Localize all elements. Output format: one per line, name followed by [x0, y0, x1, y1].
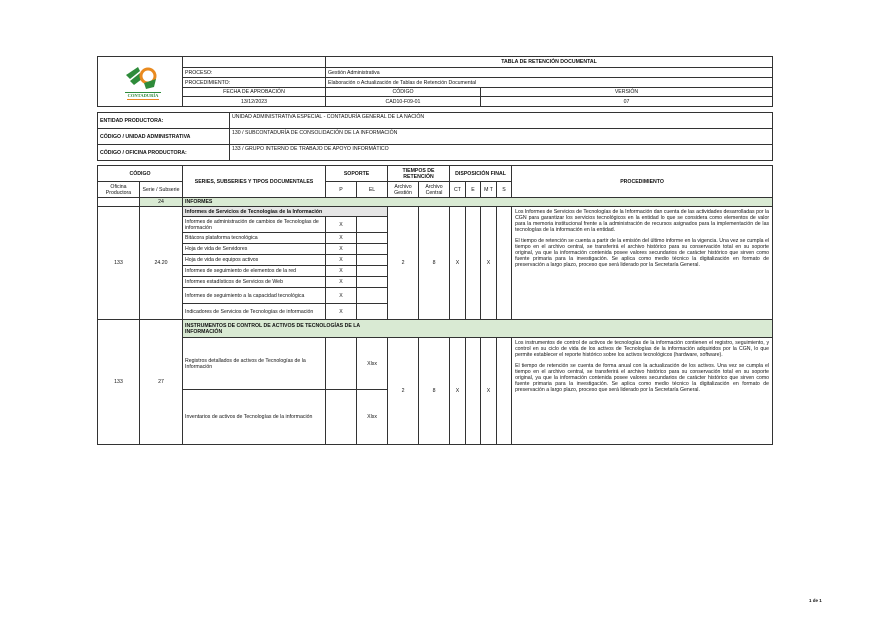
doc-el: Xlsx [357, 338, 388, 390]
col-mt: M T [481, 182, 497, 198]
doc-name: Hoja de vida de Servidores [183, 244, 326, 255]
col-e: E [466, 182, 481, 198]
col-gestion: Archivo Gestión [388, 182, 419, 198]
serie1-ct: X [450, 207, 466, 320]
svg-text:CONTADURÍA: CONTADURÍA [127, 92, 159, 98]
col-serie: Serie / Subserie [140, 182, 183, 198]
table-row [98, 338, 773, 390]
col-ct: CT [450, 182, 466, 198]
col-disposicion: DISPOSICIÓN FINAL [450, 166, 512, 182]
serie2-ct: X [450, 338, 466, 445]
serie2-mt: X [481, 338, 497, 445]
serie2-name: INSTRUMENTOS DE CONTROL DE ACTIVOS DE TECNOLOGÍAS DE LA INFORMACIÓN [183, 320, 773, 338]
col-tiempos: TIEMPOS DE RETENCIÓN [388, 166, 450, 182]
doc-p: X [326, 244, 357, 255]
doc-p: X [326, 266, 357, 277]
fecha-value: 13/12/2023 [183, 97, 326, 107]
serie1-gestion: 2 [388, 207, 419, 320]
doc-p: X [326, 304, 357, 320]
logo-cell [98, 57, 183, 107]
oficina-label: CÓDIGO / OFICINA PRODUCTORA: [98, 145, 230, 161]
serie1-subname: Informes de Servicios de Tecnologías de la Información [183, 207, 388, 217]
doc-name: Informes de seguimiento a la capacidad tecnológica [183, 288, 326, 304]
procedimiento-label: PROCEDIMIENTO: [183, 78, 326, 88]
doc-title: TABLA DE RETENCIÓN DOCUMENTAL [326, 57, 773, 68]
trd-sheet [97, 56, 772, 445]
doc-name: Informes estadísticos de Servicios de Web [183, 277, 326, 288]
serie1-subcode: 24.20 [140, 207, 183, 320]
doc-el: Xlsx [357, 390, 388, 445]
doc-name: Hoja de vida de equipos activos [183, 255, 326, 266]
codigo-value: CAD10-F09-01 [326, 97, 481, 107]
serie2-gestion: 2 [388, 338, 419, 445]
doc-p: X [326, 255, 357, 266]
serie1-oficina: 133 [98, 207, 140, 320]
col-central: Archivo Central [419, 182, 450, 198]
doc-name: Informes de seguimiento de elementos de la red [183, 266, 326, 277]
serie1-mt: X [481, 207, 497, 320]
serie1-code: 24 [140, 198, 183, 207]
doc-p: X [326, 217, 357, 233]
serie2-code: 27 [140, 320, 183, 445]
entity-table [97, 112, 773, 161]
serie1-central: 8 [419, 207, 450, 320]
retention-table [97, 165, 773, 445]
unidad-label: CÓDIGO / UNIDAD ADMINISTRATIVA [98, 129, 230, 145]
serie1-proc-2: El tiempo de retención se cuenta a partir de la emisión del último informe en la vigencia. Una vez se cumpla el tiempo en el archivo central, se transferirá el archivo histórico para su conservación total en su soporte original, ya que la información contenida posee valores secundarios de carácter histórico que sirven como fuente primaria para la investigación. Se aplica como medio técnico la digitalización en formato de preservación a largo plazo, proceso que será liderado por la Secretaría General. [515, 238, 770, 268]
serie2-proc-1: Los instrumentos de control de activos de tecnologías de la información contienen el registro, seguimiento, y control en su ciclo de vida de los activos de Tecnologías de la información adquiridos por la CGN, lo que permite establecer el reporte histórico sobre los activos tecnológicos (hardware, software). [515, 340, 770, 358]
col-series: SERIES, SUBSERIES Y TIPOS DOCUMENTALES [183, 166, 326, 198]
codigo-label: CÓDIGO [326, 88, 481, 97]
version-value: 07 [481, 97, 773, 107]
doc-p: X [326, 288, 357, 304]
entidad-value: UNIDAD ADMINISTRATIVA ESPECIAL - CONTADURÍA GENERAL DE LA NACIÓN [230, 113, 773, 129]
unidad-value: 130 / SUBCONTADURÍA DE CONSOLIDACIÓN DE LA INFORMACIÓN [230, 129, 773, 145]
serie2-oficina: 133 [98, 320, 140, 445]
serie2-central: 8 [419, 338, 450, 445]
serie2-proc-2: El tiempo de retención se cuenta de forma anual con la actualización de los activos. Una vez se cumpla el tiempo en el archivo central, se transferirá el archivo histórico para su conservación total en su soporte original, ya que la información contenida posee valores secundarios de carácter histórico que sirven como fuente primaria para la investigación. Se aplica como medio técnico la digitalización en formato de preservación a largo plazo, proceso que será liderado por la Secretaría General. [515, 363, 770, 393]
cgn-logo-icon [100, 61, 180, 103]
doc-p: X [326, 277, 357, 288]
col-s: S [497, 182, 512, 198]
col-el: EL [357, 182, 388, 198]
doc-name: Informes de administración de cambios de Tecnologías de información [183, 217, 326, 233]
serie1-procedimiento [512, 207, 773, 320]
serie1-name: INFORMES [183, 198, 773, 207]
version-label: VERSIÓN [481, 88, 773, 97]
doc-p: X [326, 233, 357, 244]
fecha-label: FECHA DE APROBACIÓN [183, 88, 326, 97]
serie2-procedimiento [512, 338, 773, 445]
entidad-label: ENTIDAD PRODUCTORA: [98, 113, 230, 129]
doc-name: Indicadores de Servicios de Tecnologías de información [183, 304, 326, 320]
doc-name: Inventarios de activos de Tecnologías de la información [183, 390, 326, 445]
oficina-value: 133 / GRUPO INTERNO DE TRABAJO DE APOYO INFORMÁTICO [230, 145, 773, 161]
procedimiento-value: Elaboración o Actualización de Tablas de Retención Documental [326, 78, 773, 88]
col-soporte: SOPORTE [326, 166, 388, 182]
col-codigo: CÓDIGO [98, 166, 183, 182]
col-p: P [326, 182, 357, 198]
doc-name: Registros detallados de activos de Tecnologías de la Información [183, 338, 326, 390]
proceso-value: Gestión Administrativa [326, 68, 773, 78]
serie1-proc-1: Los Informes de Servicios de Tecnologías de la Información dan cuenta de las actividades desarrolladas por la CGN para garantizar los servicios tecnológicos en la entidad lo que se considera como elementos de valor para la memoria institucional frente a la administración de recursos asignados para la implementación de las tecnologías de la información en la entidad. [515, 209, 770, 233]
page-number: 1 de 1 [809, 598, 822, 603]
col-procedimiento: PROCEDIMIENTO [512, 166, 773, 198]
col-oficina: Oficina Productora [98, 182, 140, 198]
proceso-label: PROCESO: [183, 68, 326, 78]
doc-name: Bitácora plataforma tecnológica [183, 233, 326, 244]
header-table [97, 56, 773, 107]
